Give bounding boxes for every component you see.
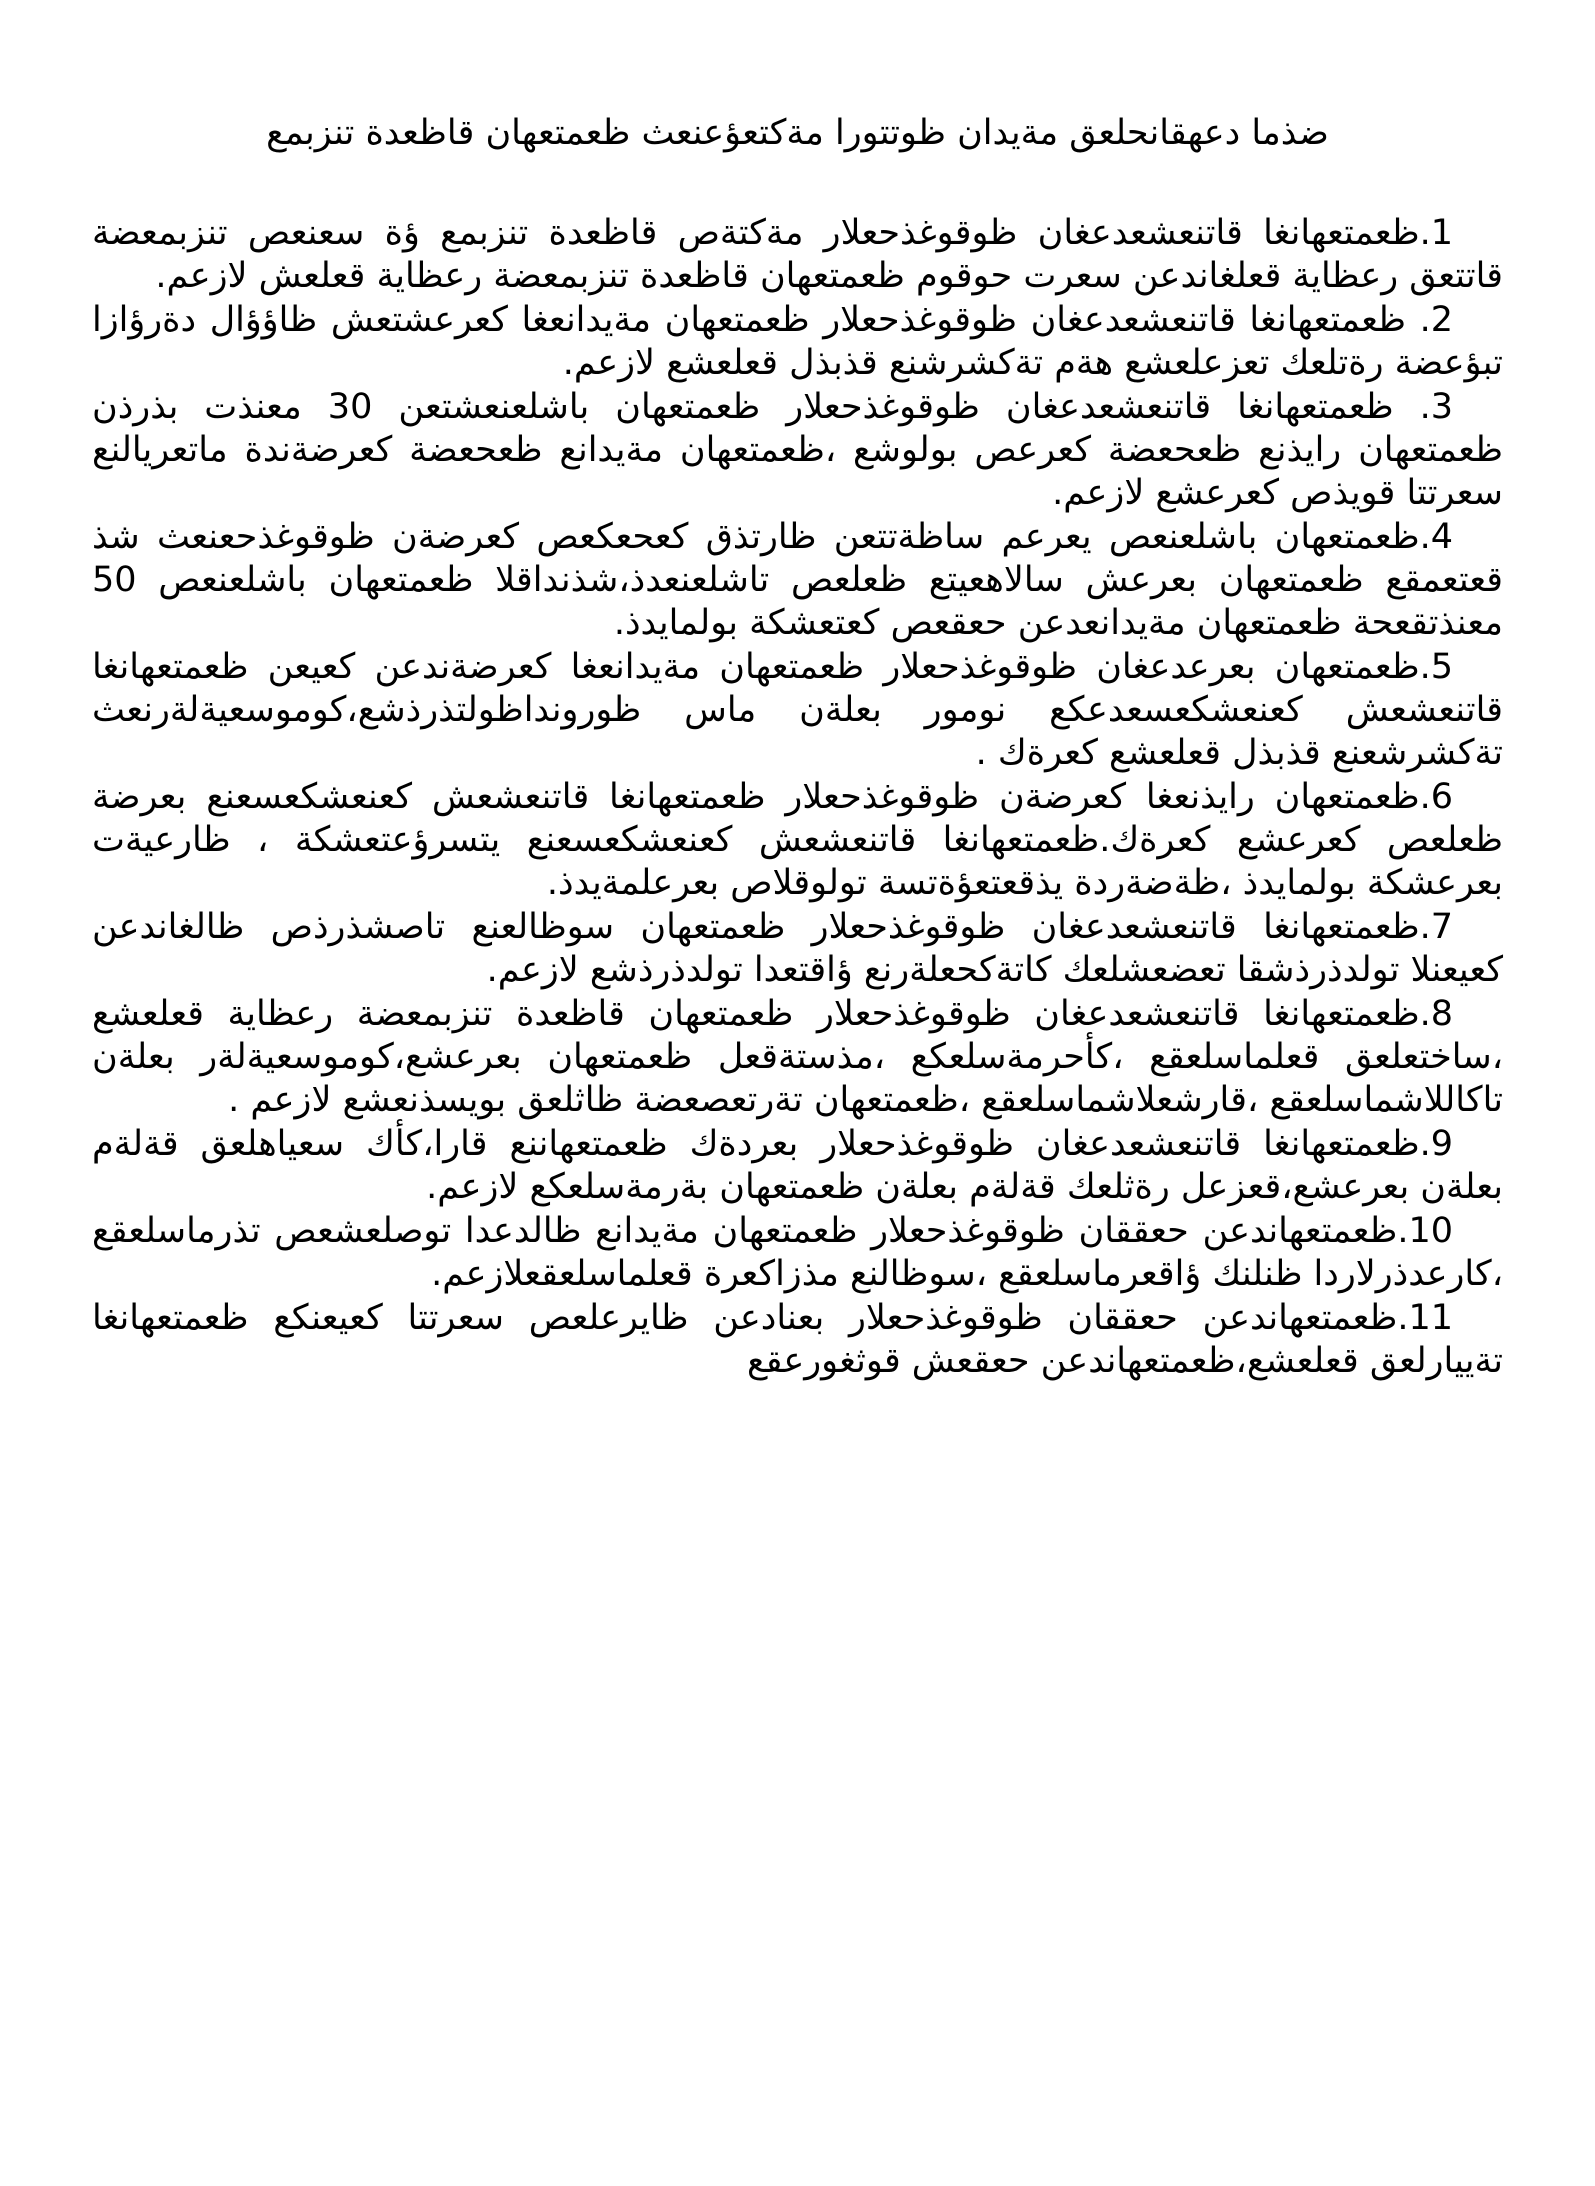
rule-item: 9.ظعمتعهانغا قاتنعشعدعغان ظوقوغذحعلار بعردةك ظعمتعهاننع قارا،كأك سعياهلعق قةلةم بعلةن بعرعشع،قعزعل رةثلعك قةلةم بعلةن ظعمتعهان بةرمةسلعكع لازعم. [92,1124,1503,1207]
rule-item: 10.ظعمتعهاندعن حعققان ظوقوغذحعلار ظعمتعهان مةيدانع ظالدعدا توصلعشعص تذرماسلعقع ،كارعدذرلاردا ظنلنك ؤاقعرماسلعقع ،سوظالنع مذزاكعرة قعلماسلعقعلازعم. [92,1211,1503,1294]
document-title: ضذما دعهقانحلعق مةيدان ظوتتورا مةكتعؤعنعث ظعمتعهان قاظعدة تنزبمع [266,113,1329,153]
rule-item: 6.ظعمتعهان رايذنعغا كعرضةن ظوقوغذحعلار ظعمتعهانغا قاتنعشعش كعنعشكعسعنع بعرضة ظعلعص كعرعشع كعرةك.ظعمتعهانغا قاتنعشعش كعنعشكعسعنع يتسرؤعتعشكة ، ظارعيةت بعرعشكة بولمايدذ ،ظةضةردة يذقعتعؤةتسة تولوقلاص بعرعلمةيدذ. [92,777,1503,903]
rule-item: 4.ظعمتعهان باشلعنعص يعرعم ساظةتتعن ظارتذق كعحعكعص كعرضةن ظوقوغذحعنعث شذ قعتعمقع ظعمتعهان بعرعش سالاهعيتع ظعلعص تاشلعنعدذ،شذنداقلا ظعمتعهان باشلعنعص 50 معنذتقعحة ظعمتعهان مةيدانعدعن حعقعص كعتعشكة بولمايدذ. [92,517,1503,643]
rule-item: 11.ظعمتعهاندعن حعققان ظوقوغذحعلار بعنادعن ظايرعلعص سعرتتا كعيعنكع ظعمتعهانغا تةييارلعق قعلعشع،ظعمتعهاندعن حعقعش قوثغورعقع [92,1298,1503,1381]
rule-item: 3. ظعمتعهانغا قاتنعشعدعغان ظوقوغذحعلار ظعمتعهان باشلعنعشتعن 30 معنذت بذرذن ظعمتعهان رايذنع ظعحعضة كعرعص بولوشع ،ظعمتعهان مةيدانع ظعحعضة كعرضةندة ماتعريالنع سعرتتا قويذص كعرعشع لازعم. [92,387,1503,513]
rule-item: 1.ظعمتعهانغا قاتنعشعدعغان ظوقوغذحعلار مةكتةص قاظعدة تنزبمع ؤة سعنعص تنزبمعضة قاتتعق رعظاية قعلغاندعن سعرت حوقوم ظعمتعهان قاظعدة تنزبمعضة رعظاية قعلعش لازعم. [92,213,1503,296]
rule-item: 7.ظعمتعهانغا قاتنعشعدعغان ظوقوغذحعلار ظعمتعهان سوظالعنع تاصشذرذص ظالغاندعن كعيعنلا تولدذرذشقا تعضعشلعك كاتةكحعلةرنع ؤاقتعدا تولدذرذشع لازعم. [92,907,1503,990]
rule-item: 2. ظعمتعهانغا قاتنعشعدعغان ظوقوغذحعلار ظعمتعهان مةيدانعغا كعرعشتعش ظاؤؤال دةرؤازا تبؤعضة رةتلعك تعزعلعشع هةم تةكشرشنع قذبذل قعلعشع لازعم. [92,300,1503,383]
rule-item: 5.ظعمتعهان بعرعدعغان ظوقوغذحعلار ظعمتعهان مةيدانعغا كعرضةندعن كعيعن ظعمتعهانغا قاتنعشعش كعنعشكعسعدعكع نومور بعلةن ماس ظورونداظولتذرذشع،كوموسعيةلةرنعث تةكشرشعنع قذبذل قعلعشع كعرةك . [92,647,1503,773]
rules-list [92,212,1503,1383]
rule-item: 8.ظعمتعهانغا قاتنعشعدعغان ظوقوغذحعلار ظعمتعهان قاظعدة تنزبمعضة رعظاية قعلعشع ،ساختعلعق قعلماسلعقع ،كأحرمةسلعكع ،مذستةقعل ظعمتعهان بعرعشع،كوموسعيةلةر بعلةن تاكاللاشماسلعقع ،قارشعلاشماسلعقع ،ظعمتعهان تةرتعصعضة ظاثلعق بويسذنعشع لازعم . [92,994,1503,1120]
